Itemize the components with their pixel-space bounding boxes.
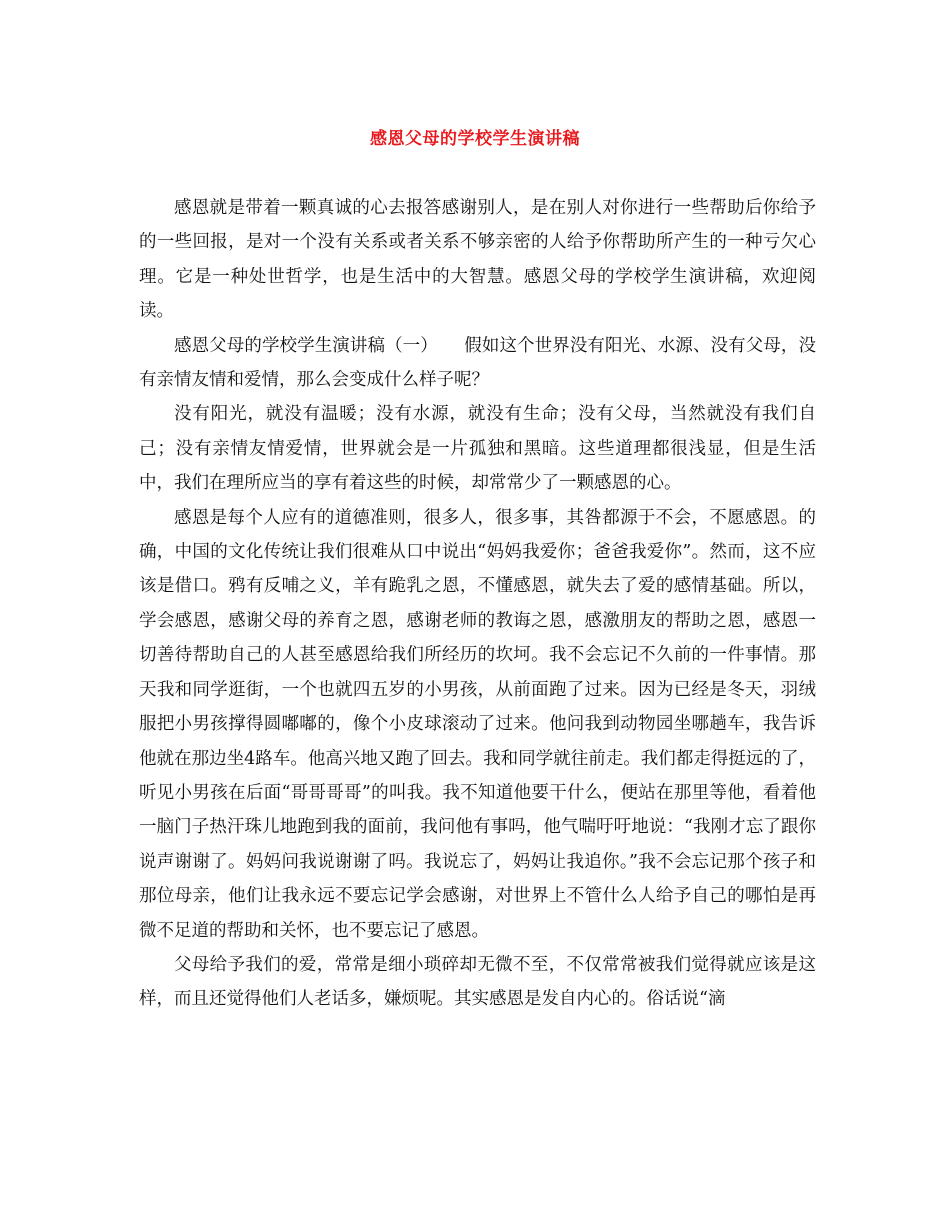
paragraph-no-sunlight: 没有阳光，就没有温暖；没有水源，就没有生命；没有父母，当然就没有我们自己；没有亲情友情爱情，世界就会是一片孤独和黑暗。这些道理都很浅显，但是生活中，我们在理所应当的享有着这些的时候，却常常少了一颗感恩的心。 — [139, 404, 816, 494]
paragraph-speech-one-opening: 感恩父母的学校学生演讲稿（一） 假如这个世界没有阳光、水源、没有父母，没有亲情友情和爱情，那么会变成什么样子呢？ — [139, 335, 816, 391]
paragraph-intro: 感恩就是带着一颗真诚的心去报答感谢别人，是在别人对你进行一些帮助后你给予的一些回报，是对一个没有关系或者关系不够亲密的人给予你帮助所产生的一种亏欠心理。它是一种处世哲学，也是生活中的大智慧。感恩父母的学校学生演讲稿，欢迎阅读。 — [139, 198, 816, 322]
document-body — [139, 191, 816, 1017]
paragraph-gratitude-story: 感恩是每个人应有的道德准则，很多人，很多事，其咎都源于不会，不愿感恩。的确，中国的文化传统让我们很难从口中说出“妈妈我爱你；爸爸我爱你”。然而，这不应该是借口。鸦有反哺之义，羊有跪乳之恩，不懂感恩，就失去了爱的感情基础。所以，学会感恩，感谢父母的养育之恩，感谢老师的教诲之恩，感激朋友的帮助之恩，感恩一切善待帮助自己的人甚至感恩给我们所经历的坎坷。我不会忘记不久前的一件事情。那天我和同学逛街，一个也就四五岁的小男孩，从前面跑了过来。因为已经是冬天，羽绒服把小男孩撑得圆嘟嘟的，像个小皮球滚动了过来。他问我到动物园坐哪趟车，我告诉他就在那边坐4路车。他高兴地又跑了回去。我和同学就往前走。我们都走得挺远的了，听见小男孩在后面“哥哥哥哥”的叫我。我不知道他要干什么，便站在那里等他，看着他一脑门子热汗珠儿地跑到我的面前，我问他有事吗，他气喘吁吁地说：“我刚才忘了跟你说声谢谢了。妈妈问我说谢谢了吗。我说忘了，妈妈让我追你。”我不会忘记那个孩子和那位母亲，他们让我永远不要忘记学会感谢，对世界上不管什么人给予自己的哪怕是再微不足道的帮助和关怀，也不要忘记了感恩。 — [139, 507, 816, 941]
document-title: 感恩父母的学校学生演讲稿 — [370, 129, 580, 149]
paragraph-parents-love: 父母给予我们的爱，常常是细小琐碎却无微不至，不仅常常被我们觉得就应该是这样，而且还觉得他们人老话多，嫌烦呢。其实感恩是发自内心的。俗话说“滴 — [139, 954, 816, 1010]
